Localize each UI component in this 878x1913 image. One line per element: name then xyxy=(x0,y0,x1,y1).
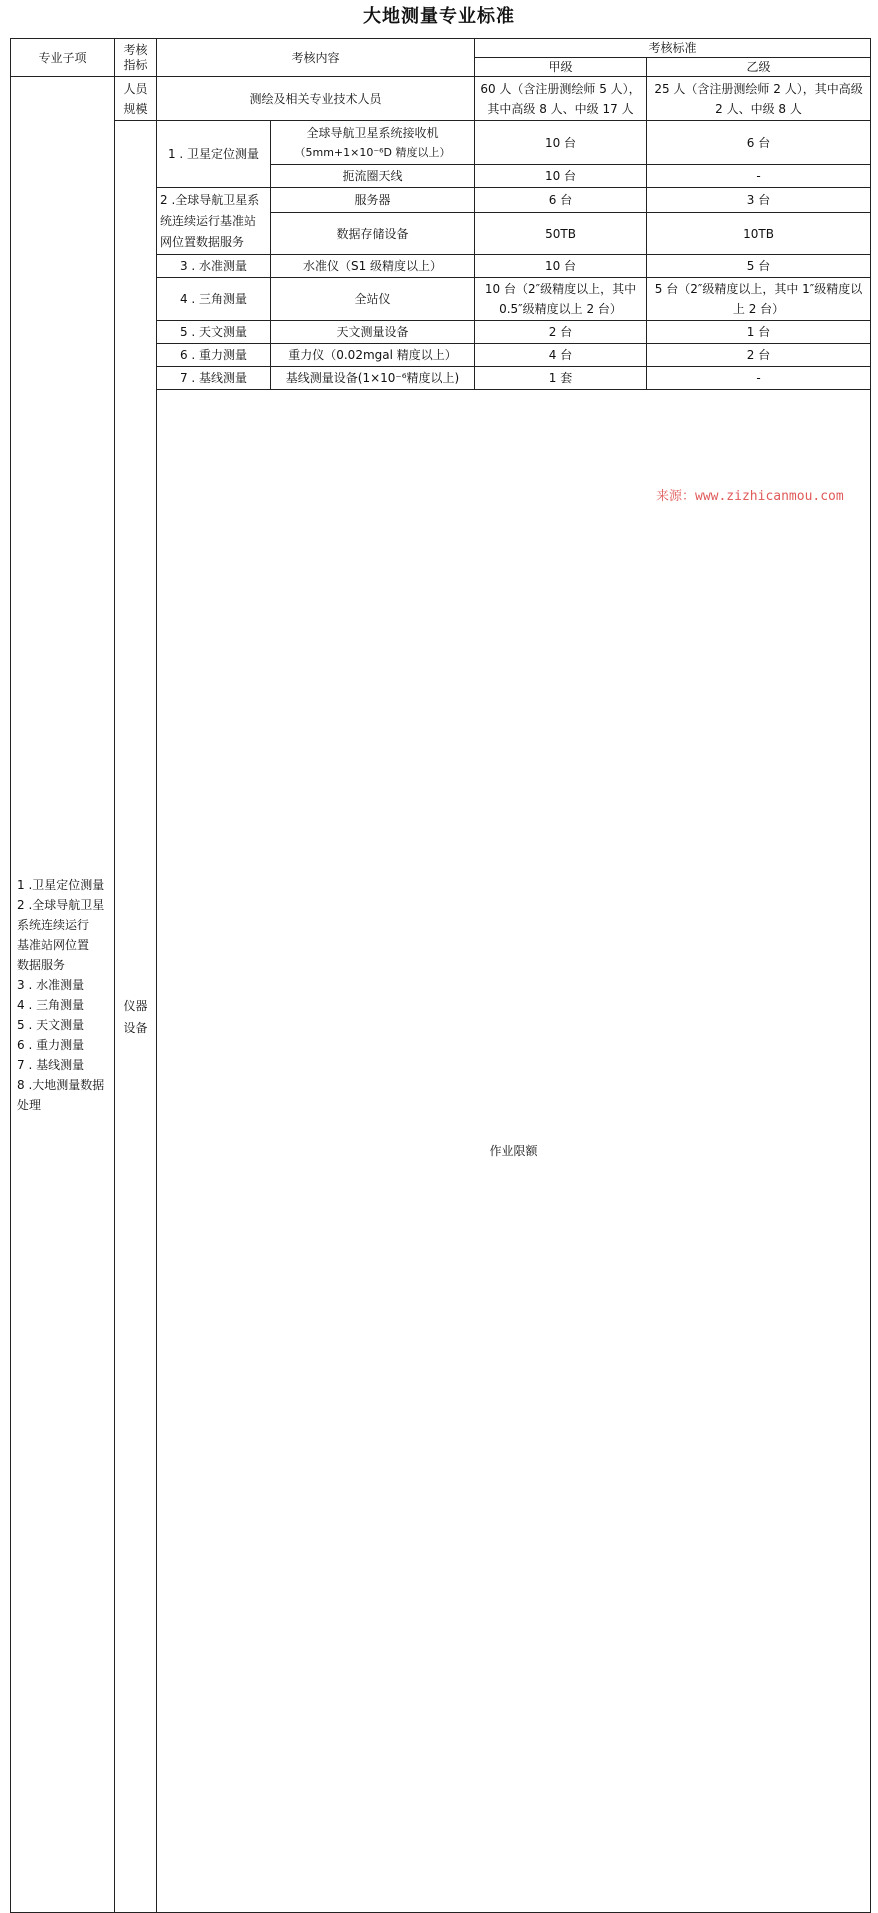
gravity-label: 6 . 重力测量 xyxy=(157,344,271,367)
server-grade-a: 6 台 xyxy=(475,188,647,213)
astronomy-label: 5 . 天文测量 xyxy=(157,321,271,344)
triangulation-label: 4 . 三角测量 xyxy=(157,278,271,321)
header-content: 考核内容 xyxy=(157,39,475,77)
baseline-label: 7 . 基线测量 xyxy=(157,367,271,390)
personnel-grade-b: 25 人（含注册测绘师 2 人），其中高级 2 人、中级 8 人 xyxy=(647,77,871,121)
source-watermark: 来源：www.zizhicanmou.com xyxy=(656,489,844,504)
server-item: 服务器 xyxy=(271,188,475,213)
antenna-grade-a: 10 台 xyxy=(475,165,647,188)
level-item: 水准仪（S1 级精度以上） xyxy=(271,255,475,278)
gnss-receiver-name: 全球导航卫星系统接收机 xyxy=(306,125,439,140)
gravimeter-item: 重力仪（0.02mgal 精度以上） xyxy=(271,344,475,367)
personnel-content: 测绘及相关专业技术人员 xyxy=(157,77,475,121)
personnel-grade-a: 60 人（含注册测绘师 5 人），其中高级 8 人、中级 17 人 xyxy=(475,77,647,121)
sub-item: 处理 xyxy=(17,1097,42,1112)
header-grade-b: 乙级 xyxy=(647,58,871,77)
sub-item: 2 .全球导航卫星 xyxy=(17,897,105,912)
level-grade-b: 5 台 xyxy=(647,255,871,278)
personnel-indicator: 人员规模 xyxy=(115,77,157,121)
baseline-item: 基线测量设备(1×10⁻⁶精度以上) xyxy=(271,367,475,390)
sub-item: 系统连续运行 xyxy=(17,917,90,932)
baseline-grade-a: 1 套 xyxy=(475,367,647,390)
total-station-item: 全站仪 xyxy=(271,278,475,321)
sub-item: 基准站网位置 xyxy=(17,937,90,952)
gnss-label: 1 . 卫星定位测量 xyxy=(157,121,271,188)
astronomy-item: 天文测量设备 xyxy=(271,321,475,344)
header-grade-a: 甲级 xyxy=(475,58,647,77)
gravity-grade-a: 4 台 xyxy=(475,344,647,367)
gravity-grade-b: 2 台 xyxy=(647,344,871,367)
choke-ring-antenna: 扼流圈天线 xyxy=(271,165,475,188)
sub-item: 4 . 三角测量 xyxy=(17,997,85,1012)
triangulation-grade-a: 10 台（2″级精度以上，其中 0.5″级精度以上 2 台） xyxy=(475,278,647,321)
sub-item: 6 . 重力测量 xyxy=(17,1037,85,1052)
astronomy-grade-a: 2 台 xyxy=(475,321,647,344)
storage-grade-b: 10TB xyxy=(647,213,871,255)
level-label: 3 . 水准测量 xyxy=(157,255,271,278)
quota-label: 作业限额 xyxy=(157,390,871,1913)
storage-item: 数据存储设备 xyxy=(271,213,475,255)
level-grade-a: 10 台 xyxy=(475,255,647,278)
header-sub-item: 专业子项 xyxy=(11,39,115,77)
cors-label: 2 .全球导航卫星系统连续运行基准站网位置数据服务 xyxy=(157,188,271,255)
sub-item: 5 . 天文测量 xyxy=(17,1017,85,1032)
server-grade-b: 3 台 xyxy=(647,188,871,213)
gnss-receiver-accuracy: （5mm+1×10⁻⁶D 精度以上） xyxy=(294,145,451,159)
equipment-indicator: 仪器设备 xyxy=(115,121,157,1913)
gnss-receiver-grade-a: 10 台 xyxy=(475,121,647,165)
triangulation-grade-b: 5 台（2″级精度以上，其中 1″级精度以上 2 台） xyxy=(647,278,871,321)
sub-item: 数据服务 xyxy=(17,957,66,972)
page-title: 大地测量专业标准 xyxy=(363,6,515,27)
sub-item: 8 .大地测量数据 xyxy=(17,1077,105,1092)
sub-item-list xyxy=(11,77,115,1913)
gnss-receiver-grade-b: 6 台 xyxy=(647,121,871,165)
antenna-grade-b: - xyxy=(647,165,871,188)
gnss-receiver xyxy=(271,121,475,165)
header-standard: 考核标准 xyxy=(475,39,871,58)
standard-table xyxy=(10,38,871,1913)
sub-item: 3 . 水准测量 xyxy=(17,977,85,992)
sub-item: 1 .卫星定位测量 xyxy=(17,877,105,892)
sub-item: 7 . 基线测量 xyxy=(17,1057,85,1072)
astronomy-grade-b: 1 台 xyxy=(647,321,871,344)
header-indicator: 考核指标 xyxy=(115,39,157,77)
storage-grade-a: 50TB xyxy=(475,213,647,255)
baseline-grade-b: - xyxy=(647,367,871,390)
